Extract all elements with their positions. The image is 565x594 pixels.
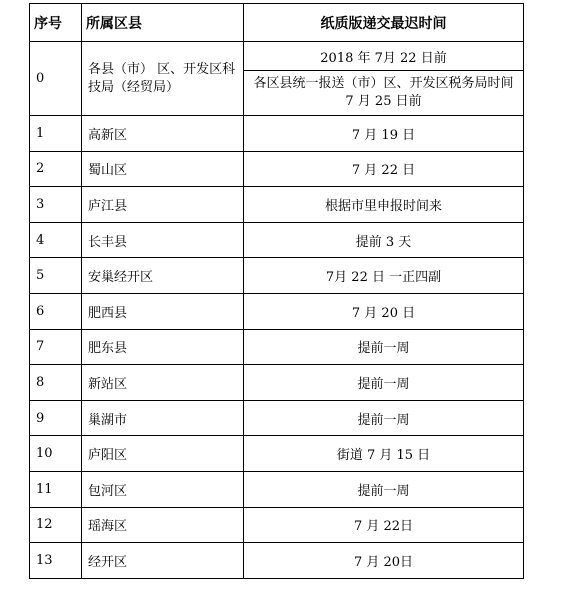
table-row — [30, 436, 524, 472]
row-index: 2 — [30, 151, 82, 187]
row-index: 5 — [30, 258, 82, 294]
row-district: 巢湖市 — [82, 400, 244, 436]
table-row — [30, 258, 524, 294]
row-deadline: 街道 7 月 15 日 — [244, 436, 524, 472]
row-deadline: 提前一周 — [244, 471, 524, 507]
header-district: 所属区县 — [82, 4, 244, 42]
row-deadline: 根据市里申报时间来 — [244, 187, 524, 223]
row-deadline: 提前 3 天 — [244, 222, 524, 258]
table-row — [30, 329, 524, 365]
row-index: 10 — [30, 436, 82, 472]
row-index: 8 — [30, 365, 82, 401]
deadline-table — [29, 3, 524, 579]
row-deadline: 7 月 22 日 — [244, 151, 524, 187]
row-district: 长丰县 — [82, 222, 244, 258]
row-district: 庐阳区 — [82, 436, 244, 472]
row-index: 6 — [30, 293, 82, 329]
table-row — [30, 116, 524, 152]
table-row — [30, 42, 524, 71]
row-index: 3 — [30, 187, 82, 223]
row-deadline: 7 月 22日 — [244, 507, 524, 543]
row-district: 新站区 — [82, 365, 244, 401]
row-deadline: 各区县统一报送（市）区、开发区税务局时间 7 月 25 日前 — [244, 71, 524, 116]
table-row — [30, 151, 524, 187]
row-district: 瑶海区 — [82, 507, 244, 543]
header-index: 序号 — [30, 4, 82, 42]
row-district: 高新区 — [82, 116, 244, 152]
row-deadline: 2018 年 7月 22 日前 — [244, 42, 524, 71]
row-index: 11 — [30, 471, 82, 507]
row-district: 经开区 — [82, 543, 244, 579]
row-index: 1 — [30, 116, 82, 152]
table-row — [30, 187, 524, 223]
row-district: 包河区 — [82, 471, 244, 507]
table-row — [30, 365, 524, 401]
row-district: 肥东县 — [82, 329, 244, 365]
row-deadline: 7月 22 日 一正四副 — [244, 258, 524, 294]
row-index: 12 — [30, 507, 82, 543]
table-row — [30, 471, 524, 507]
row-index: 0 — [30, 42, 82, 116]
table-row — [30, 543, 524, 579]
row-index: 9 — [30, 400, 82, 436]
table-row — [30, 400, 524, 436]
row-district: 肥西县 — [82, 293, 244, 329]
row-index: 4 — [30, 222, 82, 258]
row-deadline: 提前一周 — [244, 365, 524, 401]
row-deadline: 7 月 20 日 — [244, 293, 524, 329]
row-deadline: 7 月 20日 — [244, 543, 524, 579]
row-district: 安巢经开区 — [82, 258, 244, 294]
row-district: 蜀山区 — [82, 151, 244, 187]
table-row — [30, 222, 524, 258]
row-index: 13 — [30, 543, 82, 579]
table-row — [30, 507, 524, 543]
row-deadline: 提前一周 — [244, 400, 524, 436]
header-deadline: 纸质版递交最迟时间 — [244, 4, 524, 42]
table-row — [30, 293, 524, 329]
row-district: 各县（市） 区、开发区科技局（经贸局） — [82, 42, 244, 116]
row-deadline: 提前一周 — [244, 329, 524, 365]
row-index: 7 — [30, 329, 82, 365]
row-district: 庐江县 — [82, 187, 244, 223]
row-deadline: 7 月 19 日 — [244, 116, 524, 152]
header-row — [30, 4, 524, 42]
